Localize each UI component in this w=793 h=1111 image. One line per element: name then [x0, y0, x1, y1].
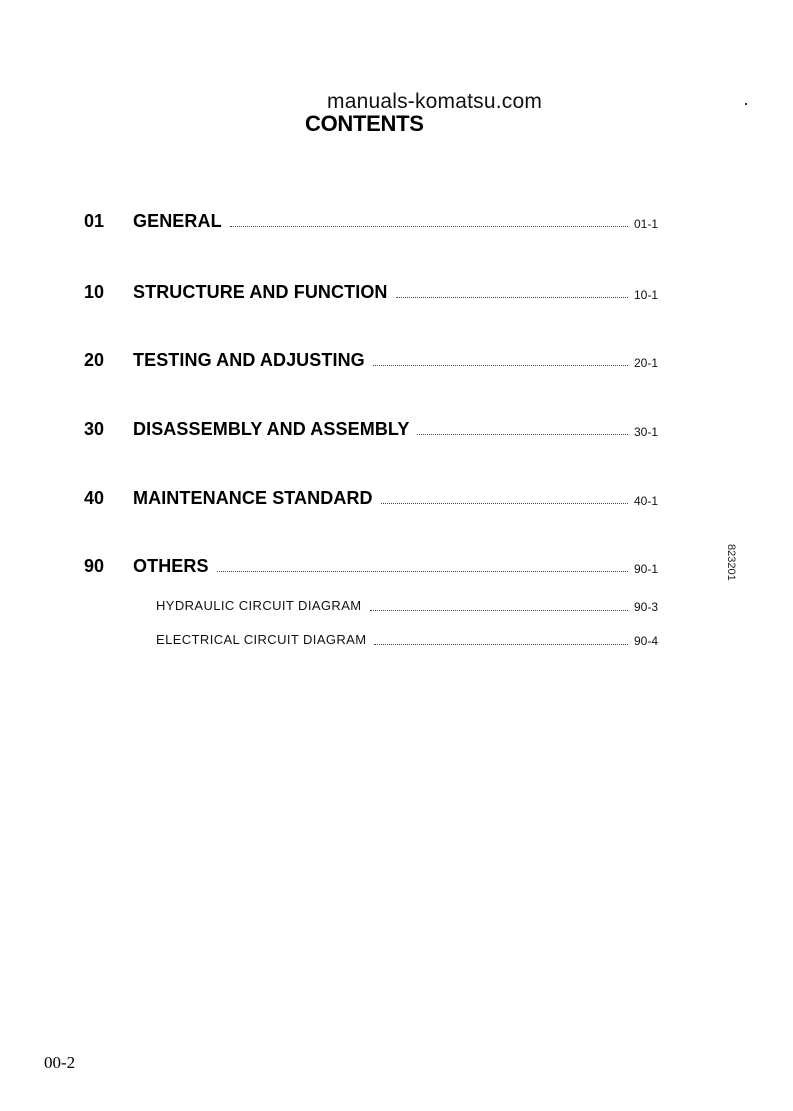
side-document-code: 823201 [725, 544, 737, 581]
section-label: MAINTENANCE STANDARD [133, 488, 373, 508]
dot-leader [374, 643, 628, 645]
section-label: DISASSEMBLY AND ASSEMBLY [133, 419, 410, 439]
page-ref: 90-1 [634, 562, 659, 576]
dot-leader [373, 364, 628, 366]
page-title: CONTENTS [305, 111, 424, 136]
dot-leader [396, 296, 628, 298]
toc-subentry-electrical-circuit-diagram[interactable] [156, 628, 664, 648]
section-number: 01 [84, 211, 105, 231]
toc-entry-others[interactable] [84, 552, 664, 576]
page-ref: 40-1 [634, 494, 659, 508]
page-ref: 20-1 [634, 356, 659, 370]
toc-entry-disassembly-and-assembly[interactable] [84, 415, 664, 439]
section-label: STRUCTURE AND FUNCTION [133, 282, 388, 302]
toc-entry-structure-and-function[interactable] [84, 278, 664, 302]
subsection-label: ELECTRICAL CIRCUIT DIAGRAM [156, 632, 367, 647]
dot-leader [217, 570, 628, 572]
watermark: manuals-komatsu.com [327, 90, 543, 113]
section-number: 40 [84, 488, 105, 508]
section-number: 30 [84, 419, 105, 439]
dot-leader [230, 225, 628, 227]
page-ref: 10-1 [634, 288, 659, 302]
subsection-label: HYDRAULIC CIRCUIT DIAGRAM [156, 598, 362, 613]
section-label: GENERAL [133, 211, 222, 231]
page-ref: 30-1 [634, 425, 659, 439]
stray-dot [745, 103, 747, 105]
section-number: 10 [84, 282, 105, 302]
section-number: 20 [84, 350, 105, 370]
toc-entry-maintenance-standard[interactable] [84, 484, 664, 508]
page-ref: 90-3 [634, 600, 659, 614]
section-label: TESTING AND ADJUSTING [133, 350, 365, 370]
toc-subentry-hydraulic-circuit-diagram[interactable] [156, 594, 664, 614]
section-number: 90 [84, 556, 105, 576]
toc-entry-general[interactable] [84, 207, 664, 231]
dot-leader [381, 502, 628, 504]
dot-leader [370, 609, 628, 611]
footer-page-number: 00-2 [44, 1053, 76, 1072]
page-ref: 90-4 [634, 634, 659, 648]
page-ref: 01-1 [634, 217, 659, 231]
toc-entry-testing-and-adjusting[interactable] [84, 346, 664, 370]
section-label: OTHERS [133, 556, 209, 576]
dot-leader [417, 433, 628, 435]
